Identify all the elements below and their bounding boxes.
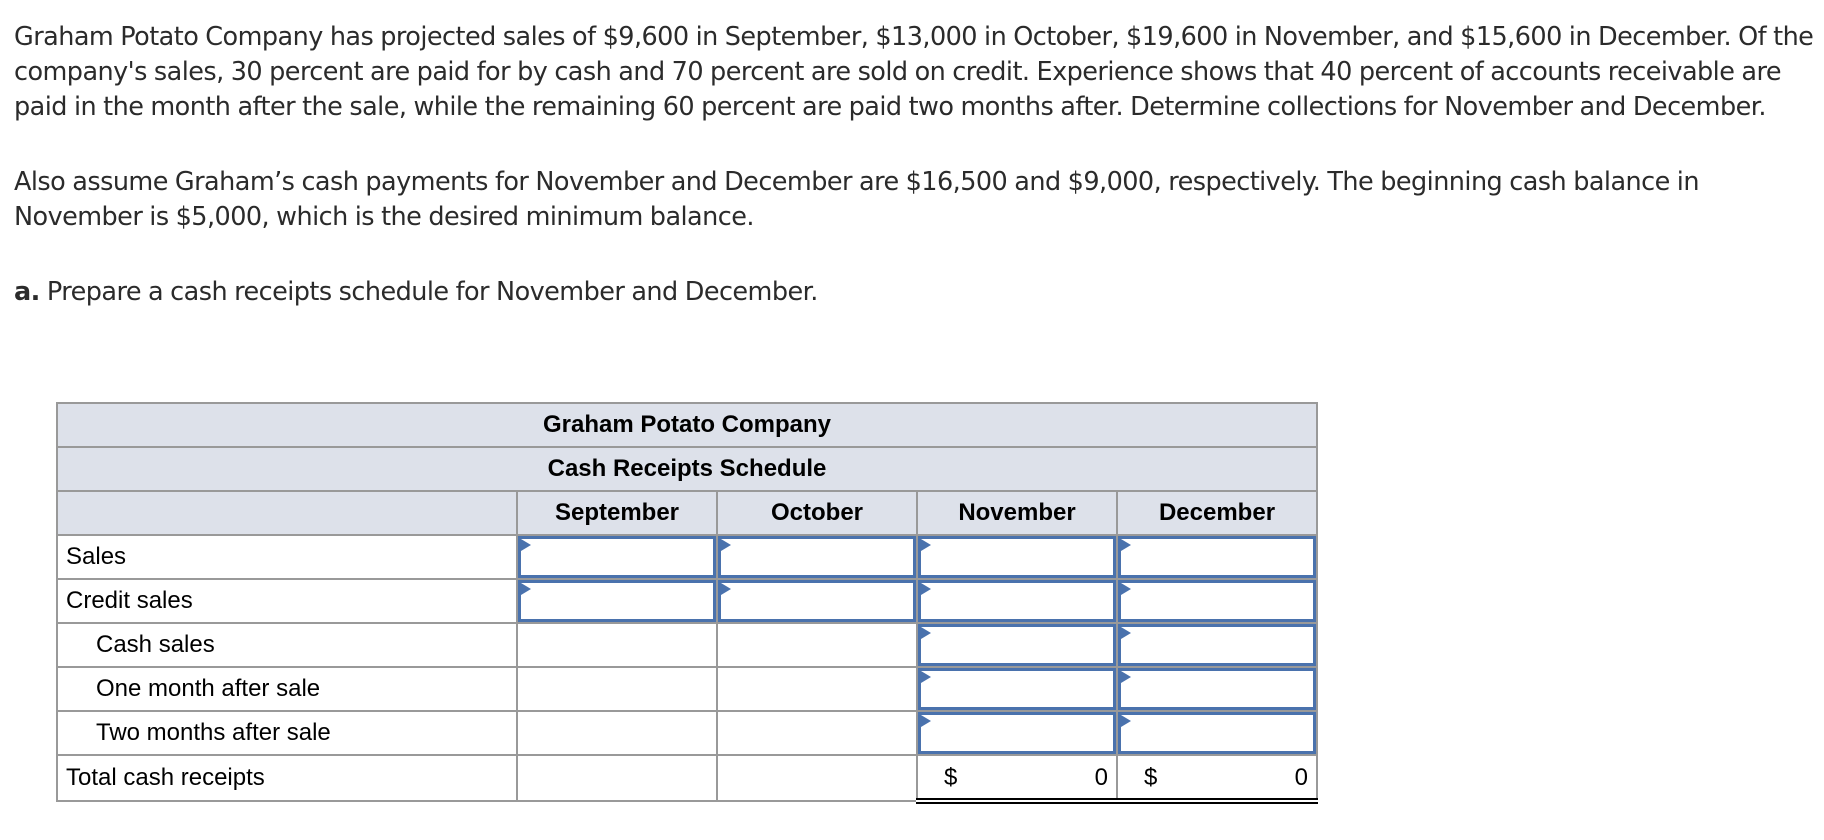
total-september-cell xyxy=(517,755,717,801)
row-two-months-after-sale xyxy=(57,711,1317,755)
column-header-november: November xyxy=(917,491,1117,535)
company-name: Graham Potato Company xyxy=(57,403,1317,447)
sales-november-input[interactable] xyxy=(917,535,1117,579)
two-months-november-input[interactable] xyxy=(917,711,1117,755)
row-credit-sales xyxy=(57,579,1317,623)
two-months-september-cell xyxy=(517,711,717,755)
sales-december-input[interactable] xyxy=(1117,535,1317,579)
one-month-october-cell xyxy=(717,667,917,711)
row-label-cash-sales: Cash sales xyxy=(57,623,517,667)
schedule-title: Cash Receipts Schedule xyxy=(57,447,1317,491)
column-header-september: September xyxy=(517,491,717,535)
one-month-december-input[interactable] xyxy=(1117,667,1317,711)
total-november-amount: 0 xyxy=(1094,764,1108,791)
cash-sales-october-cell xyxy=(717,623,917,667)
column-header-december: December xyxy=(1117,491,1317,535)
sales-october-input[interactable] xyxy=(717,535,917,579)
cash-sales-september-cell xyxy=(517,623,717,667)
column-header-october: October xyxy=(717,491,917,535)
row-label-one-month-after-sale: One month after sale xyxy=(57,667,517,711)
label-column-header xyxy=(57,491,517,535)
row-cash-sales xyxy=(57,623,1317,667)
two-months-december-input[interactable] xyxy=(1117,711,1317,755)
total-october-cell xyxy=(717,755,917,801)
question-text: Prepare a cash receipts schedule for November and December. xyxy=(39,277,818,307)
total-december-amount: 0 xyxy=(1294,764,1308,791)
credit-sales-december-input[interactable] xyxy=(1117,579,1317,623)
row-label-credit-sales: Credit sales xyxy=(57,579,517,623)
cash-sales-december-input[interactable] xyxy=(1117,623,1317,667)
row-label-two-months-after-sale: Two months after sale xyxy=(57,711,517,755)
cash-receipts-schedule xyxy=(56,402,1318,804)
one-month-september-cell xyxy=(517,667,717,711)
row-total-cash-receipts xyxy=(57,755,1317,801)
one-month-november-input[interactable] xyxy=(917,667,1117,711)
sales-september-input[interactable] xyxy=(517,535,717,579)
question-label: a. xyxy=(14,277,40,307)
two-months-october-cell xyxy=(717,711,917,755)
row-label-sales: Sales xyxy=(57,535,517,579)
row-sales xyxy=(57,535,1317,579)
credit-sales-october-input[interactable] xyxy=(717,579,917,623)
row-one-month-after-sale xyxy=(57,667,1317,711)
credit-sales-september-input[interactable] xyxy=(517,579,717,623)
credit-sales-november-input[interactable] xyxy=(917,579,1117,623)
total-december-currency: $ xyxy=(1144,764,1158,791)
total-november-currency: $ xyxy=(944,764,958,791)
problem-statement xyxy=(14,20,1814,310)
total-december-value xyxy=(1117,755,1317,801)
question-a xyxy=(14,275,1814,310)
total-november-value xyxy=(917,755,1117,801)
problem-paragraph-1: Graham Potato Company has projected sales of $9,600 in September, $13,000 in October, $19,600 in November, and $15,600 in December. Of the company's sales, 30 percent are paid for by cash and 70 percent are sold on credit. Experience shows that 40 percent of accounts receivable are paid in the month after the sale, while the remaining 60 percent are paid two months after. Determine collections for November and December. xyxy=(14,22,1814,122)
cash-sales-november-input[interactable] xyxy=(917,623,1117,667)
row-label-total-cash-receipts: Total cash receipts xyxy=(57,755,517,801)
problem-paragraph-2: Also assume Graham’s cash payments for November and December are $16,500 and $9,000, respectively. The beginning cash balance in November is $5,000, which is the desired minimum balance. xyxy=(14,167,1699,232)
